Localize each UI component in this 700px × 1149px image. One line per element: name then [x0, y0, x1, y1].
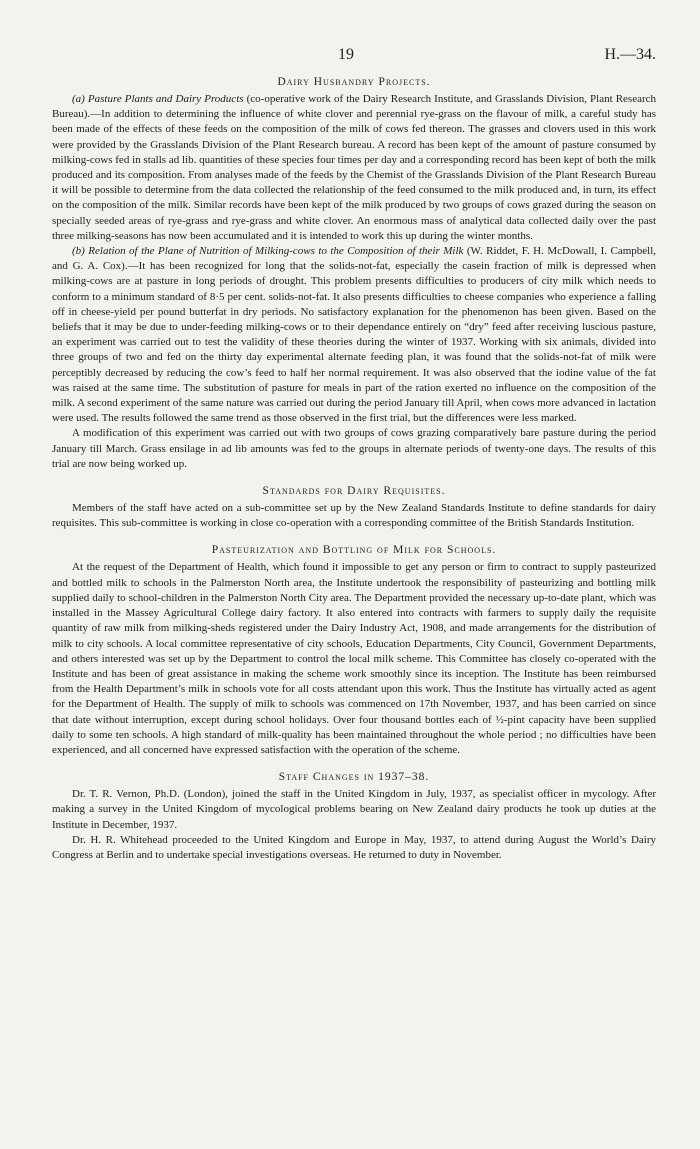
- section-title: Standards for Dairy Requisites.: [262, 485, 446, 498]
- paragraph: [52, 501, 656, 531]
- paragraph: [52, 92, 656, 244]
- paragraph-text: Dr. H. R. Whitehead proceeded to the United Kingdom and Europe in May, 1937, to attend during August the World’s Dairy Congress at Berlin and to undertake special investigations overseas. He returned to duty in November.: [52, 833, 656, 861]
- page-number: 19: [338, 46, 354, 63]
- paragraph-text: (W. Riddet, F. H. McDowall, I. Campbell, and G. A. Cox).—It has been recognized for long that the solids-not-fat, especially the casein fraction of milk is depressed when milking-cows are at pasture in long periods of drought. This problem presents difficulties to producers of city milk which needs to conform to a minimum standard of 8·5 per cent. solids-not-fat. It also presents difficulties to cheese companies who experience a falling off in cheese-yield per pound butterfat in dry periods. No satisfactory explanation for the phenomenon has been given. Based on the beliefs that it may be due to under-feeding milking-cows or to their dependance entirely on “dry” feed after receiving luscious pasture, an experiment was carried out to test the validity of these theories during the winter of 1937. Working with six animals, divided into three groups of two and fed on the thirty day experimental alternate feeding plan, it was found that the solids-not-fat of milk were perceptibly decreased by reducing the cow’s feed to half her normal requirement. It was also observed that the iodine value of the fat was raised at the same time. The substitution of pasture for meals in part of the ration exerted no influence on the composition of the milk. A second experiment of the same nature was carried out during the period January till April, when cows more advanced in lactation were used. The results followed the same trend as those observed in the first trial, but the differences were less marked.: [52, 245, 657, 425]
- paragraph: [52, 426, 656, 472]
- document-reference: H.—34.: [604, 46, 656, 63]
- paragraph-text: (co-operative work of the Dairy Research Institute, and Grasslands Division, Plant Research Bureau).—In addition to determining the influence of white clover and perennial rye-grass on the flavour of milk, a careful study has been made of the effects of these feeds on the composition of the milk of cows fed thereon. The grasses and clovers used in this work were provided by the Grasslands Division of the Plant Research bureau. A record has been kept of the amount of pasture consumed by milking-cows fed in stalls ad lib. quantities of these species four times per day and a corresponding record has been kept of both the milk produced and its composition. From analyses made of the feeds by the Chemist of the Grasslands Division of the Plant Research Bureau it will be possible to determine from the data collected the relationship of the feed consumed to the milk produced and, in turn, its effect on the composition of the milk. Similar records have been kept of the milk produced by two groups of cows grazed during the season on specially seeded areas of rye-grass and rye-grass and white clover. An enormous mass of analytical data collected daily over the past three milking-seasons has now been accumulated and it is intended to work this up during the winter months.: [52, 93, 656, 242]
- section-title: Dairy Husbandry Projects.: [277, 76, 431, 88]
- paragraph-lead: (b) Relation of the Plane of Nutrition of Milking-cows to the Composition of their Milk: [72, 245, 464, 258]
- section-title: Pasteurization and Bottling of Milk for Schools.: [211, 544, 497, 557]
- paragraph-text: Members of the staff have acted on a sub-committee set up by the New Zealand Standards Institute to define standards for dairy requisites. This sub-committee is working in close co-operation with a corresponding committee of the British Standards Institution.: [52, 502, 656, 530]
- paragraph: [52, 560, 656, 758]
- page-content: [52, 76, 656, 876]
- section-title: Staff Changes in 1937–38.: [278, 771, 430, 784]
- paragraph: [52, 787, 656, 833]
- paragraph-text: At the request of the Department of Health, which found it impossible to get any person or firm to contract to supply pasteurized and bottled milk to schools in the Palmerston North area, the Institute undertook the responsibility of pasteurizing and bottling milk supplied daily to school-children in the Palmerston North City area. The Department provided the necessary up-to-date plant, which was installed in the Massey Agricultural College dairy factory. It also entered into contracts with farmers to supply daily the requisite quantity of raw milk from milking-sheds registered under the Dairy Industry Act, 1908, and made arrangements for the distribution of milk to city schools. A local committee representative of city schools, Education Departments, City Council, Government Departments, and others interested was set up by the Department to control the local milk scheme. This Committee has closely co-operated with the Institute and has been of great assistance in making the scheme work smoothly since its inception. The Institute has been reimbursed from the Health Department’s milk in schools vote for all costs attendant upon this work. Thus the Institute has virtually acted as agent for the Department of Health. The supply of milk to schools was commenced on 17th November, 1937, and has been carried on since that date without interruption, except during school holidays. Over four thousand bottles each of ½-pint capacity have been supplied daily to some ten schools. A high standard of milk-quality has been maintained throughout the whole period ; no difficulties have been experienced, and all concerned have expressed satisfaction with the operation of the scheme.: [52, 561, 656, 756]
- section-staff-changes: [52, 771, 656, 863]
- paragraph-text: Dr. T. R. Vernon, Ph.D. (London), joined the staff in the United Kingdom in July, 1937, as specialist officer in mycology. After making a survey in the United Kingdom of mycological problems bearing on New Zealand dairy products he took up duties at the Institute in December, 1937.: [52, 788, 656, 831]
- page-header: [0, 46, 700, 66]
- paragraph: [52, 244, 656, 426]
- section-dairy-husbandry: [52, 76, 656, 472]
- paragraph: [52, 833, 656, 863]
- paragraph-text: A modification of this experiment was carried out with two groups of cows grazing comparatively bare pasture during the period January till March. Grass ensilage in ad lib amounts was fed to the groups in alternate periods of twenty-one days. The results of this trial are now being worked up.: [52, 427, 656, 470]
- section-pasteurization: [52, 544, 656, 758]
- paragraph-lead: (a) Pasture Plants and Dairy Products: [72, 93, 244, 105]
- section-standards: [52, 485, 656, 531]
